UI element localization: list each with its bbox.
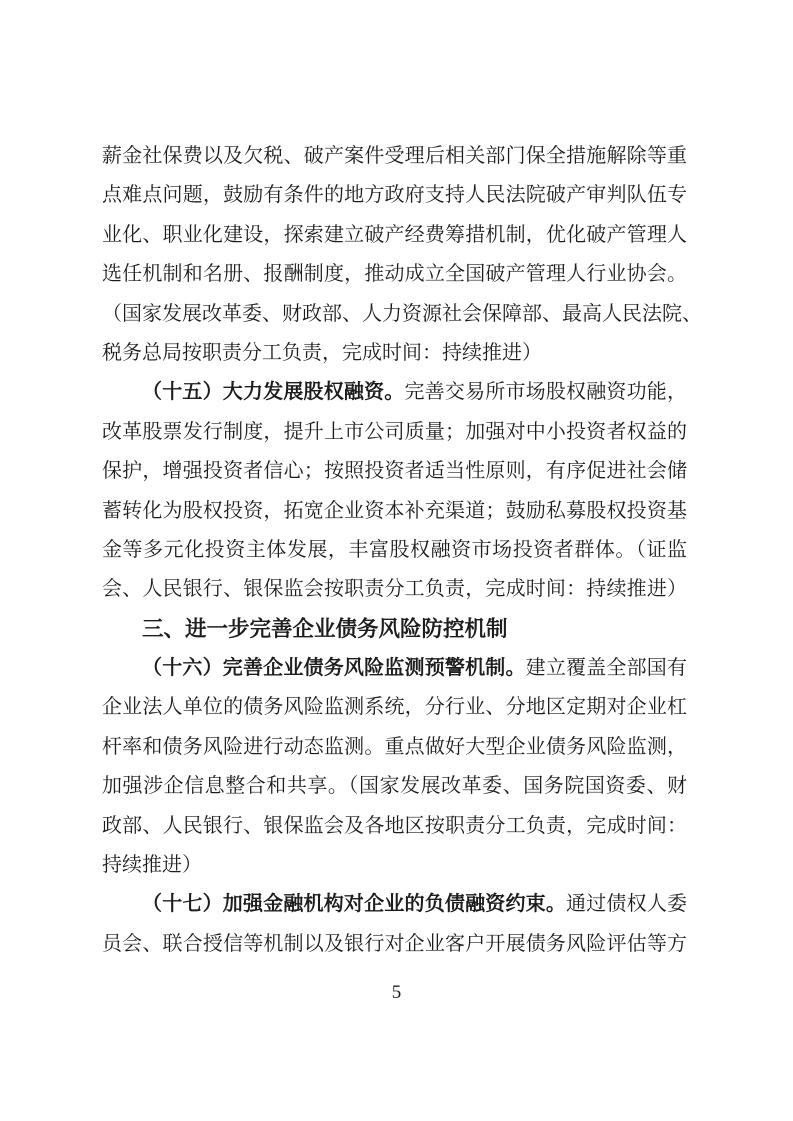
text-line: （国家发展改革委、财政部、人力资源社会保障部、最高人民法院、 (102, 302, 702, 325)
item-body: 通过债权人委 (566, 893, 688, 916)
text-line: 税务总局按职责分工负责，完成时间：持续推进） (102, 341, 542, 364)
text-line: 企业法人单位的债务风险监测系统，分行业、分地区定期对企业杠 (102, 696, 687, 719)
text-line (102, 885, 687, 924)
text-line: 点难点问题，鼓励有条件的地方政府支持人民法院破产审判队伍专 (102, 184, 687, 207)
text-line: 杆率和债务风险进行动态监测。重点做好大型企业债务风险监测， (102, 735, 687, 758)
text-line (102, 373, 687, 412)
text-line: 改革股票发行制度，提升上市公司质量；加强对中小投资者权益的 (102, 420, 687, 443)
text-line: 薪金社保费以及欠税、破产案件受理后相关部门保全措施解除等重 (102, 145, 687, 167)
page-number: 5 (391, 982, 402, 1003)
item-body: 建立覆盖全部国有 (525, 657, 688, 680)
text-line: 金等多元化投资主体发展，丰富股权融资市场投资者群体。（证监 (102, 538, 687, 561)
text-line: 员会、联合授信等机制以及银行对企业客户开展债务风险评估等方 (102, 932, 687, 955)
item-title: （十五）大力发展股权融资。 (142, 381, 405, 404)
text-line: 会、人民银行、银保监会按职责分工负责，完成时间：持续推进） (102, 578, 687, 601)
section-heading: 三、进一步完善企业债务风险防控机制 (142, 616, 508, 642)
text-line: 业化、职业化建设，探索建立破产经费筹措机制，优化破产管理人 (102, 223, 687, 246)
text-line: 持续推进） (102, 854, 202, 877)
item-title: （十七）加强金融机构对企业的负债融资约束。 (142, 893, 567, 916)
text-line: 加强涉企信息整合和共享。（国家发展改革委、国务院国资委、财 (102, 775, 687, 798)
text-line: 政部、人民银行、银保监会及各地区按职责分工负责，完成时间： (102, 814, 687, 837)
item-title: （十六）完善企业债务风险监测预警机制。 (142, 657, 526, 680)
item-body: 完善交易所市场股权融资功能， (404, 381, 687, 404)
text-block (102, 137, 702, 964)
text-line (102, 649, 687, 688)
text-line: 保护，增强投资者信心；按照投资者适当性原则，有序促进社会储 (102, 460, 687, 483)
text-line: 蓄转化为股权投资，拓宽企业资本补充渠道；鼓励私募股权投资基 (102, 499, 687, 522)
text-line: 选任机制和名册、报酬制度，推动成立全国破产管理人行业协会。 (102, 263, 687, 286)
